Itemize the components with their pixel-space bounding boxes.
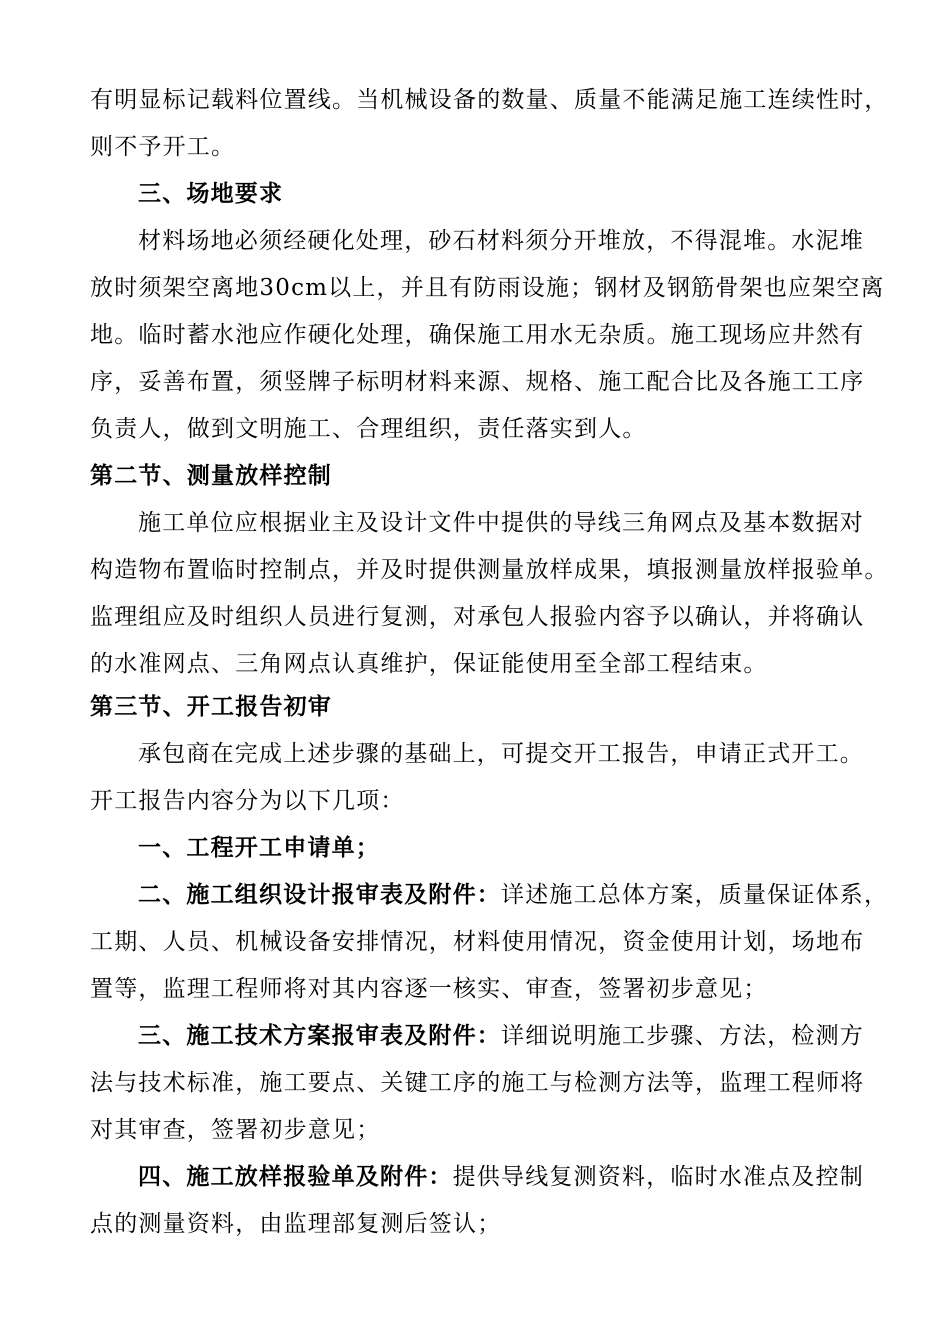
list-item-line: [138, 1021, 864, 1051]
body-text-line: 地。临时蓄水池应作硬化处理，确保施工用水无杂质。施工现场应井然有: [90, 322, 865, 348]
list-item-rest: 详述施工总体方案，质量保证体系，: [501, 882, 889, 908]
body-text-line: 对其审查，签署初步意见；: [90, 1117, 381, 1143]
list-item-line: [138, 880, 888, 910]
body-text-line: 开工报告内容分为以下几项：: [90, 788, 405, 814]
body-text-line: 施工单位应根据业主及设计文件中提供的导线三角网点及基本数据对: [138, 510, 864, 536]
body-text-line: 放时须架空离地30cm以上，并且有防雨设施；钢材及钢筋骨架也应架空离: [90, 275, 885, 301]
body-text-line: 则不予开工。: [90, 134, 236, 160]
body-text-line: 有明显标记载料位置线。当机械设备的数量、质量不能满足施工连续性时，: [90, 87, 889, 113]
body-text-line: 工期、人员、机械设备安排情况，材料使用情况，资金使用计划，场地布: [90, 929, 865, 955]
section-heading: 第三节、开工报告初审: [90, 693, 332, 720]
list-item-lead: 四、施工放样报验单及附件：: [138, 1163, 453, 1190]
body-text-line: 序，妥善布置，须竖牌子标明材料来源、规格、施工配合比及各施工工序: [90, 369, 865, 395]
list-item-rest: 提供导线复测资料，临时水准点及控制: [452, 1164, 865, 1190]
list-item-rest: 详细说明施工步骤、方法，检测方: [501, 1023, 864, 1049]
list-item-heading: 一、工程开工申请单；: [138, 834, 380, 861]
section-heading: 第二节、测量放样控制: [90, 462, 332, 489]
body-text-line: 置等，监理工程师将对其内容逐一核实、审查，签署初步意见；: [90, 976, 768, 1002]
body-text-line: 的水准网点、三角网点认真维护，保证能使用至全部工程结束。: [90, 651, 768, 677]
list-item-line: [138, 1162, 864, 1192]
body-text-line: 负责人，做到文明施工、合理组织，责任落实到人。: [90, 416, 647, 442]
list-item-lead: 二、施工组织设计报审表及附件：: [138, 881, 501, 908]
body-text-line: 法与技术标准，施工要点、关键工序的施工与检测方法等，监理工程师将: [90, 1070, 865, 1096]
subsection-heading: 三、场地要求: [138, 180, 284, 207]
body-text-line: 承包商在完成上述步骤的基础上，可提交开工报告，申请正式开工。: [138, 741, 864, 767]
body-text-line: 材料场地必须经硬化处理，砂石材料须分开堆放，不得混堆。水泥堆: [138, 228, 864, 254]
body-text-line: 点的测量资料，由监理部复测后签认；: [90, 1211, 502, 1237]
list-item-lead: 三、施工技术方案报审表及附件：: [138, 1022, 501, 1049]
body-text-line: 构造物布置临时控制点，并及时提供测量放样成果，填报测量放样报验单。: [90, 557, 889, 583]
body-text-line: 监理组应及时组织人员进行复测，对承包人报验内容予以确认，并将确认: [90, 604, 865, 630]
